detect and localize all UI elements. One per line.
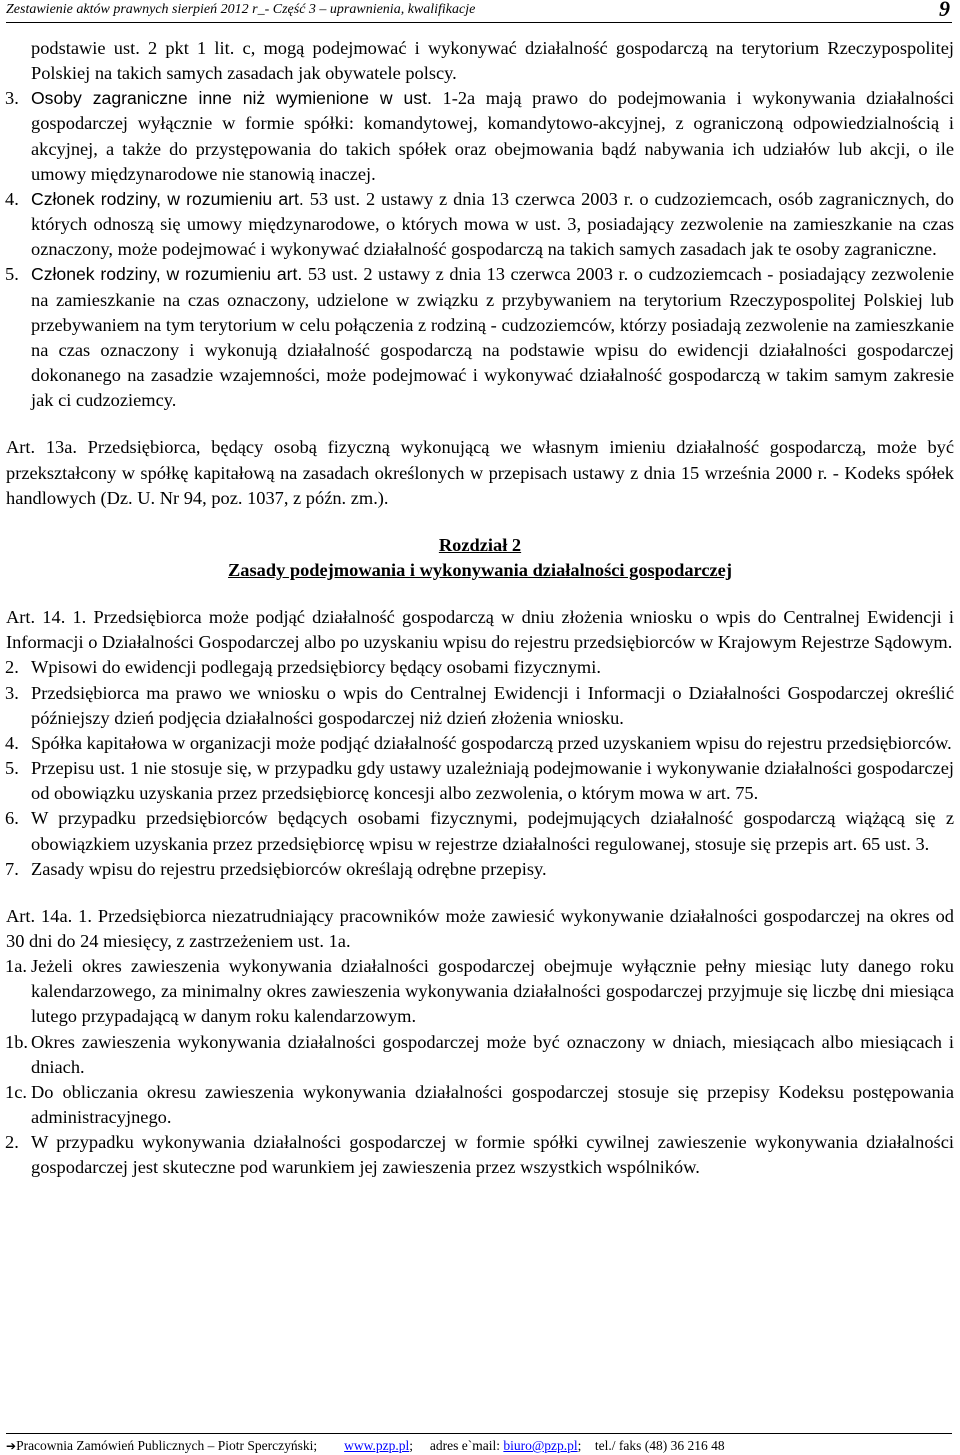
item-number: 1b. bbox=[5, 1031, 28, 1052]
item-text: Spółka kapitałowa w organizacji może podjąć działalność gospodarczą przed uzyskaniem wpisu do rejestru przedsiębiorców. bbox=[31, 732, 952, 753]
article-14-2 bbox=[5, 655, 954, 680]
arrow-icon: ➔ bbox=[6, 1439, 17, 1453]
item-text: W przypadku wykonywania działalności gospodarczej w formie spółki cywilnej zawieszenie wykonywania działalności gospodarczej jest skuteczne pod warunkiem jej zawieszenia przez wszystkich wspólników. bbox=[31, 1132, 954, 1178]
footer-separator: ; bbox=[409, 1438, 414, 1453]
article-14-6 bbox=[5, 806, 954, 856]
item-number: 5. bbox=[5, 264, 19, 285]
item-number: 2. bbox=[5, 1132, 19, 1153]
article-14a-1: Art. 14a. 1. Przedsiębiorca niezatrudniający pracowników może zawiesić wykonywanie działalności gospodarczej na okres od 30 dni do 24 miesięcy, z zastrzeżeniem ust. 1a. bbox=[6, 905, 954, 951]
paragraph-5 bbox=[5, 262, 954, 413]
item-text: Okres zawieszenia wykonywania działalności gospodarczej może być oznaczony w dniach, miesiącach albo miesiącach i dniach. bbox=[31, 1031, 954, 1077]
article-14a-1a bbox=[5, 954, 954, 1029]
footer-company: Pracownia Zamówień Publicznych – Piotr Sperczyński; bbox=[16, 1438, 318, 1453]
article-14-1: Art. 14. 1. Przedsiębiorca może podjąć działalność gospodarczą w dniu złożenia wniosku o wpis do Centralnej Ewidencji i Informacji o Działalności Gospodarczej albo po uzyskaniu wpisu do rejestru przedsiębiorców w Krajowym Rejestrze Sądowym. bbox=[6, 607, 954, 653]
article-14a-1b bbox=[5, 1030, 954, 1080]
paragraph-4-lead: Członek rodziny, w rozumieniu art. bbox=[31, 188, 304, 209]
item-number: 2. bbox=[5, 657, 19, 678]
paragraph-continuation: podstawie ust. 2 pkt 1 lit. c, mogą podejmować i wykonywać działalność gospodarczą na terytorium Rzeczypospolitej Polskiej na takich samych zasadach jak obywatele polscy. bbox=[31, 38, 954, 84]
document-body bbox=[5, 36, 954, 1181]
item-number: 3. bbox=[5, 682, 19, 703]
article-14-7 bbox=[5, 857, 954, 882]
item-number: 6. bbox=[5, 808, 19, 829]
article-14a-2 bbox=[5, 1130, 954, 1180]
paragraph-3 bbox=[5, 86, 954, 187]
chapter-number: Rozdział 2 bbox=[438, 534, 522, 555]
article-14-3 bbox=[5, 681, 954, 731]
item-text: Przedsiębiorca ma prawo we wniosku o wpis do Centralnej Ewidencji i Informacji o Działalności Gospodarczej określić późniejszy dzień podjęcia działalności gospodarczej niż dzień złożenia wniosku. bbox=[31, 682, 954, 728]
paragraph-4-text: 53 ust. 2 ustawy z dnia 13 czerwca 2003 r. o cudzoziemcach, osób zagranicznych, do których odnoszą się umowy międzynarodowe, o których mowa w ust. 3, posiadający zezwolenie na zamieszkanie na czas oznaczony, może podejmować i wykonywać działalność gospodarczą na takich samych zasadach jak te osoby zagraniczne. bbox=[31, 188, 954, 260]
article-14a-1c bbox=[5, 1080, 954, 1130]
email-label: adres e`mail: bbox=[429, 1438, 500, 1453]
page-footer bbox=[6, 1433, 952, 1454]
item-text: W przypadku przedsiębiorców będących osobami fizycznymi, podejmujących działalność gospodarczą wiążącą się z obowiązkiem uzyskania przez przedsiębiorcę wpisu w rejestrze działalności regulowanej, stosuje się przepis art. 65 ust. 3. bbox=[31, 808, 954, 854]
paragraph-5-lead: Członek rodziny, w rozumieniu art. bbox=[31, 264, 303, 285]
item-number: 5. bbox=[5, 758, 19, 779]
item-number: 1a. bbox=[5, 956, 27, 977]
item-number: 7. bbox=[5, 858, 19, 879]
item-number: 4. bbox=[5, 188, 19, 209]
paragraph-5-text: 53 ust. 2 ustawy z dnia 13 czerwca 2003 r. o cudzoziemcach - posiadający zezwolenie na zamieszkanie na czas oznaczony, udzielone w związku z przybywaniem na terytorium Rzeczypospolitej Polskiej lub przebywaniem na tym terytorium w celu połączenia z rodziną - cudzoziemców, którzy posiadają zezwolenie na zamieszkanie na czas oznaczony i wykonują działalność gospodarczą na podstawie wpisu do ewidencji działalności gospodarczej dokonanego na zasadzie wzajemności, może podejmować i wykonywać działalność gospodarczą w takim samym zakresie jak ci cudzoziemcy. bbox=[31, 264, 954, 411]
article-14-4 bbox=[5, 731, 954, 756]
chapter-title: Zasady podejmowania i wykonywania działalności gospodarczej bbox=[228, 559, 732, 580]
email-link[interactable]: biuro@pzp.pl bbox=[503, 1438, 578, 1453]
footer-phone: tel./ faks (48) 36 216 48 bbox=[594, 1438, 725, 1453]
article-14-5 bbox=[5, 756, 954, 806]
header-title: Zestawienie aktów prawnych sierpień 2012 r_- Część 3 – uprawnienia, kwalifikacje bbox=[6, 2, 476, 17]
item-text: Jeżeli okres zawieszenia wykonywania działalności gospodarczej obejmuje wyłącznie pełny miesiąc luty danego roku kalendarzowego, za minimalny okres zawieszenia wykonywania działalności gospodarczej przyjmuje się liczbę dni miesiąca lutego przypadającą w danym roku kalendarzowym. bbox=[31, 956, 954, 1027]
item-text: Przepisu ust. 1 nie stosuje się, w przypadku gdy ustawy uzależniają podejmowanie i wykonywanie działalności gospodarczej od obowiązku uzyskania przez przedsiębiorcę koncesji albo zezwolenia, o którym mowa w art. 75. bbox=[31, 758, 954, 804]
website-link[interactable]: www.pzp.pl bbox=[344, 1438, 410, 1453]
page-number: 9 bbox=[939, 0, 950, 21]
item-number: 3. bbox=[5, 88, 19, 109]
paragraph-3-lead: Osoby zagraniczne inne niż wymienione w ust. bbox=[31, 88, 432, 109]
page-header bbox=[6, 0, 952, 23]
item-text: Do obliczania okresu zawieszenia wykonywania działalności gospodarczej stosuje się przepisy Kodeksu postępowania administracyjnego. bbox=[31, 1081, 954, 1128]
paragraph-4 bbox=[5, 187, 954, 262]
chapter-heading bbox=[6, 533, 954, 583]
item-number: 1c. bbox=[5, 1081, 27, 1102]
item-number: 4. bbox=[5, 732, 19, 753]
footer-separator: ; bbox=[577, 1438, 582, 1453]
item-text: Zasady wpisu do rejestru przedsiębiorców określają odrębne przepisy. bbox=[31, 858, 547, 879]
item-text: Wpisowi do ewidencji podlegają przedsiębiorcy będący osobami fizycznymi. bbox=[31, 657, 601, 678]
article-13a: Art. 13a. Przedsiębiorca, będący osobą fizyczną wykonującą we własnym imieniu działalność gospodarczą, może być przekształcony w spółkę kapitałową na zasadach określonych w przepisach ustawy z dnia 15 września 2000 r. - Kodeks spółek handlowych (Dz. U. Nr 94, poz. 1037, z późn. zm.). bbox=[6, 437, 954, 508]
paragraph-3-text: 1-2a mają prawo do podejmowania i wykonywania działalności gospodarczej wyłącznie w formie spółki: komandytowej, komandytowo-akcyjnej, z ograniczoną odpowiedzialnością i akcyjnej, a także do przystępowania do takich spółek oraz obejmowania bądź nabywania ich udziałów lub akcji, o ile umowy międzynarodowe nie stanowią inaczej. bbox=[31, 88, 954, 184]
